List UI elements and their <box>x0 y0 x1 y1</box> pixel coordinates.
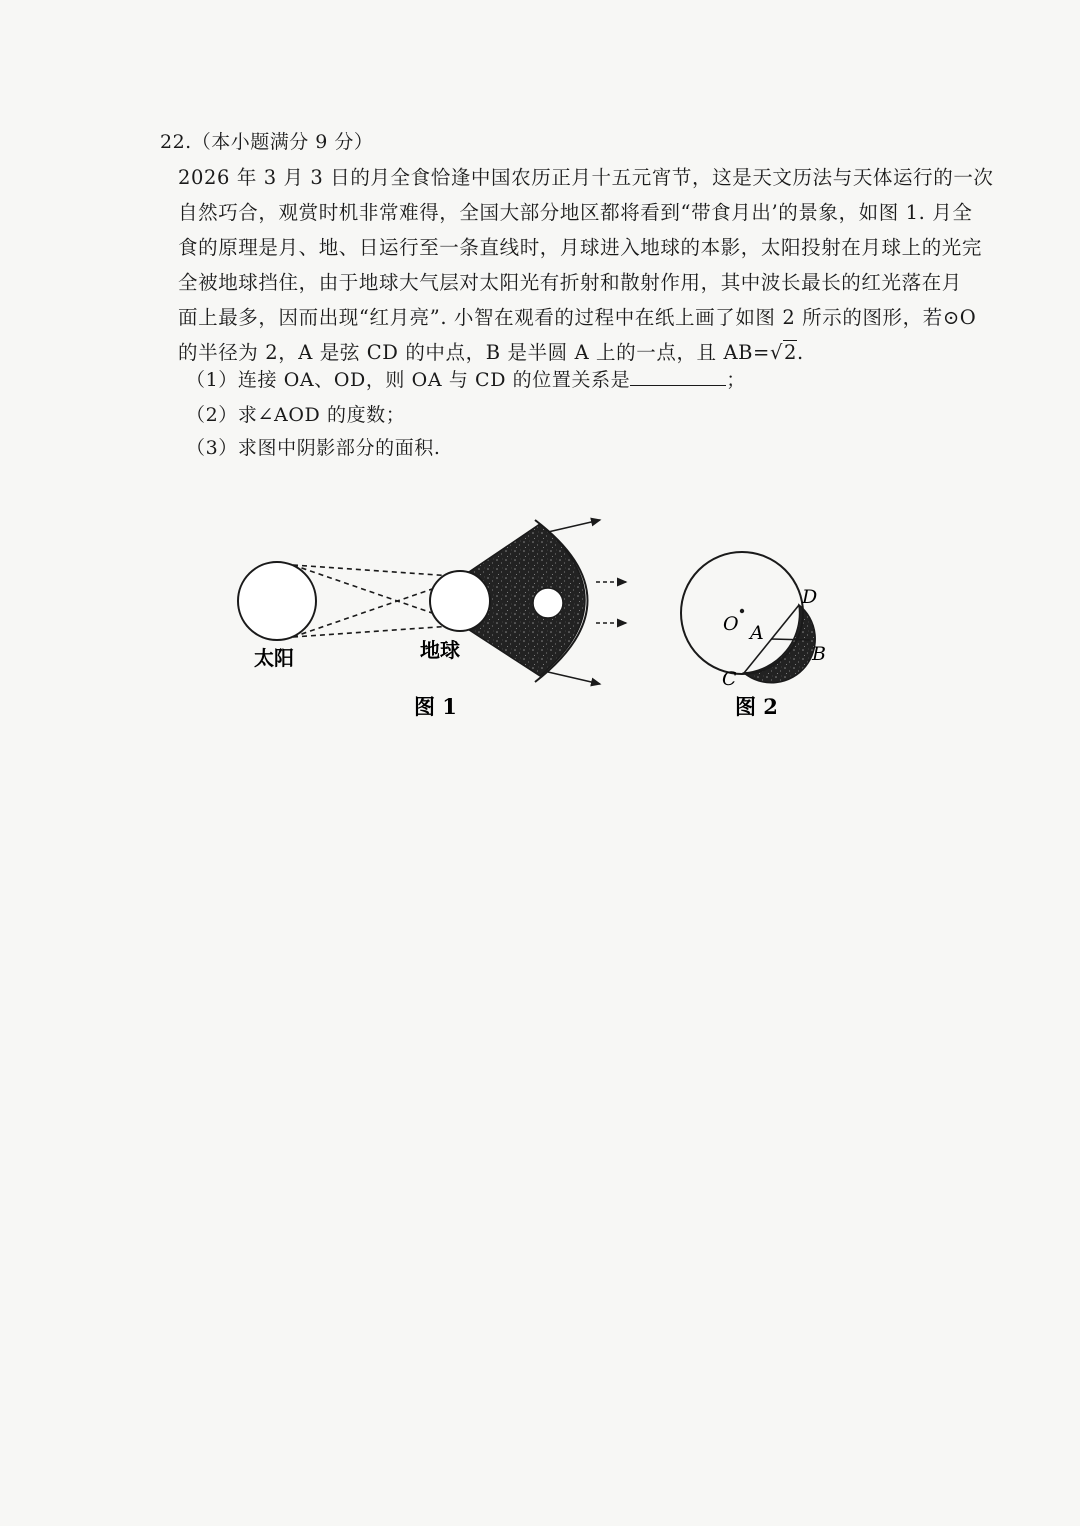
figure-2 <box>681 552 826 719</box>
earth-label: 地球 <box>420 638 460 662</box>
paragraph-line: 2026 年 3 月 3 日的月全食恰逢中国农历正月十五元宵节，这是天文历法与天体运行的一次 <box>178 166 994 189</box>
sub-question-1-text: （1）连接 OA、OD，则 OA 与 CD 的位置关系是 <box>186 369 631 391</box>
sub-question-3: （3）求图中阴影部分的面积. <box>186 437 441 459</box>
paragraph-line: 自然巧合，观赏时机非常难得，全国大部分地区都将看到“带食月出’的景象，如图 1. 月全 <box>178 201 973 224</box>
sub-question-1-end: ； <box>726 369 746 391</box>
figure-1 <box>238 520 626 719</box>
figure-1-caption: 图 1 <box>414 694 457 719</box>
figures-canvas <box>0 0 1080 760</box>
paragraph-line: 食的原理是月、地、日运行至一条直线时，月球进入地球的本影，太阳投射在月球上的光完 <box>178 236 983 259</box>
sun-label: 太阳 <box>254 646 294 670</box>
earth-circle <box>430 571 490 631</box>
center-point-O <box>740 609 744 613</box>
label-D: D <box>802 586 818 608</box>
moon-circle <box>533 588 563 618</box>
sun-circle <box>238 562 316 640</box>
label-O: O <box>723 613 739 635</box>
sqrt-symbol: √ <box>770 341 784 364</box>
sqrt-radicand: 2 <box>784 341 798 364</box>
segment-AB <box>771 639 810 640</box>
label-C: C <box>722 668 737 690</box>
sub-question-2: （2）求∠AOD 的度数； <box>186 404 406 426</box>
figure-2-caption: 图 2 <box>735 694 778 719</box>
paragraph-line: 面上最多，因而出现“红月亮”. 小智在观看的过程中在纸上画了如图 2 所示的图形，若⊙O <box>178 306 977 329</box>
last-line-text: 的半径为 2，A 是弦 CD 的中点，B 是半圆 A 上的一点，且 AB= <box>178 341 770 364</box>
label-B: B <box>812 643 826 665</box>
last-line-end: . <box>797 341 804 364</box>
paragraph-line: 全被地球挡住，由于地球大气层对太阳光有折射和散射作用，其中波长最长的红光落在月 <box>178 271 962 294</box>
label-A: A <box>750 622 764 644</box>
question-header: 22.（本小题满分 9 分） <box>160 131 374 153</box>
